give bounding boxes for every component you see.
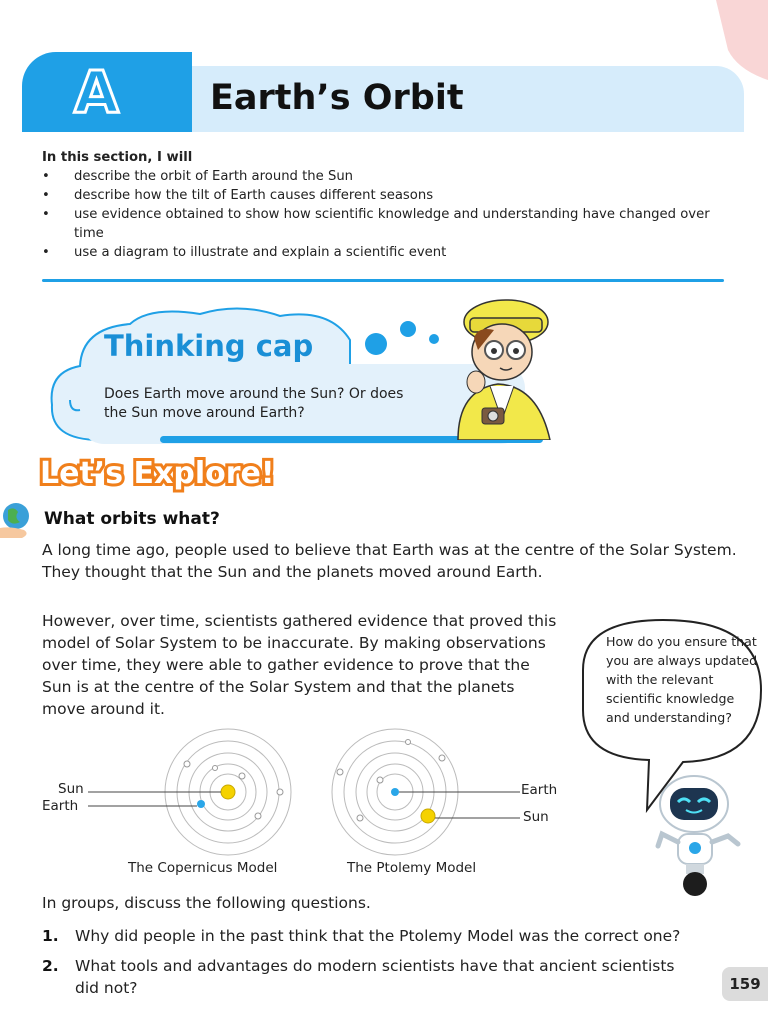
lets-explore-title: Let’s Explore! (40, 456, 275, 491)
ptolemy-earth-label: Earth (521, 782, 558, 798)
page-number: 159 (722, 967, 768, 1001)
section-divider (42, 279, 724, 282)
section-letter: A (74, 58, 119, 126)
robot-icon (648, 770, 748, 900)
ptolemy-caption: The Ptolemy Model (347, 860, 477, 876)
objective-item: • use a diagram to illustrate and explain a scientific event (42, 243, 742, 262)
copernicus-diagram (88, 729, 291, 855)
discussion-intro: In groups, discuss the following questions. (42, 894, 371, 912)
copernicus-caption: The Copernicus Model (128, 860, 278, 876)
copernicus-earth-label: Earth (42, 798, 79, 814)
objectives-intro: In this section, I will (42, 150, 193, 165)
question-number: 2. (42, 957, 59, 975)
ptolemy-sun-label: Sun (523, 809, 549, 825)
globe-hand-icon (0, 500, 32, 540)
ptolemy-diagram (332, 729, 520, 855)
thinking-cap-title: Thinking cap (104, 329, 314, 363)
boy-with-cap-icon (438, 290, 568, 440)
objectives-list (42, 167, 742, 262)
objective-item: • describe the orbit of Earth around the Sun (42, 167, 742, 186)
speech-bubble-text: How do you ensure that you are always updated with the relevant scientific knowledge and understanding? (606, 634, 758, 725)
paragraph-intro: A long time ago, people used to believe that Earth was at the centre of the Solar System. They thought that the Sun and the planets moved around Earth. (42, 541, 737, 581)
objective-item: • describe how the tilt of Earth causes different seasons (42, 186, 742, 205)
subheading: What orbits what? (44, 509, 220, 529)
section-banner (22, 52, 744, 132)
section-title: Earth’s Orbit (210, 78, 464, 118)
objective-item: • use evidence obtained to show how scientific knowledge and understanding have changed over time (42, 205, 742, 243)
section-letter-box (22, 52, 192, 132)
question-text: What tools and advantages do modern scientists have that ancient scientists did not? (75, 957, 675, 997)
learning-objectives (42, 148, 742, 262)
thinking-cap-question: Does Earth move around the Sun? Or does the Sun move around Earth? (104, 386, 404, 421)
copernicus-sun-label: Sun (58, 781, 84, 797)
question-text: Why did people in the past think that the Ptolemy Model was the correct one? (75, 927, 681, 945)
paragraph-evidence: However, over time, scientists gathered evidence that proved this model of Solar System to be inaccurate. By making observations over time, they were able to gather evidence to prove that the Sun is at the centre of the Solar System and that the planets move around it. (42, 612, 557, 718)
question-number: 1. (42, 927, 59, 945)
solar-system-diagrams (40, 728, 580, 858)
